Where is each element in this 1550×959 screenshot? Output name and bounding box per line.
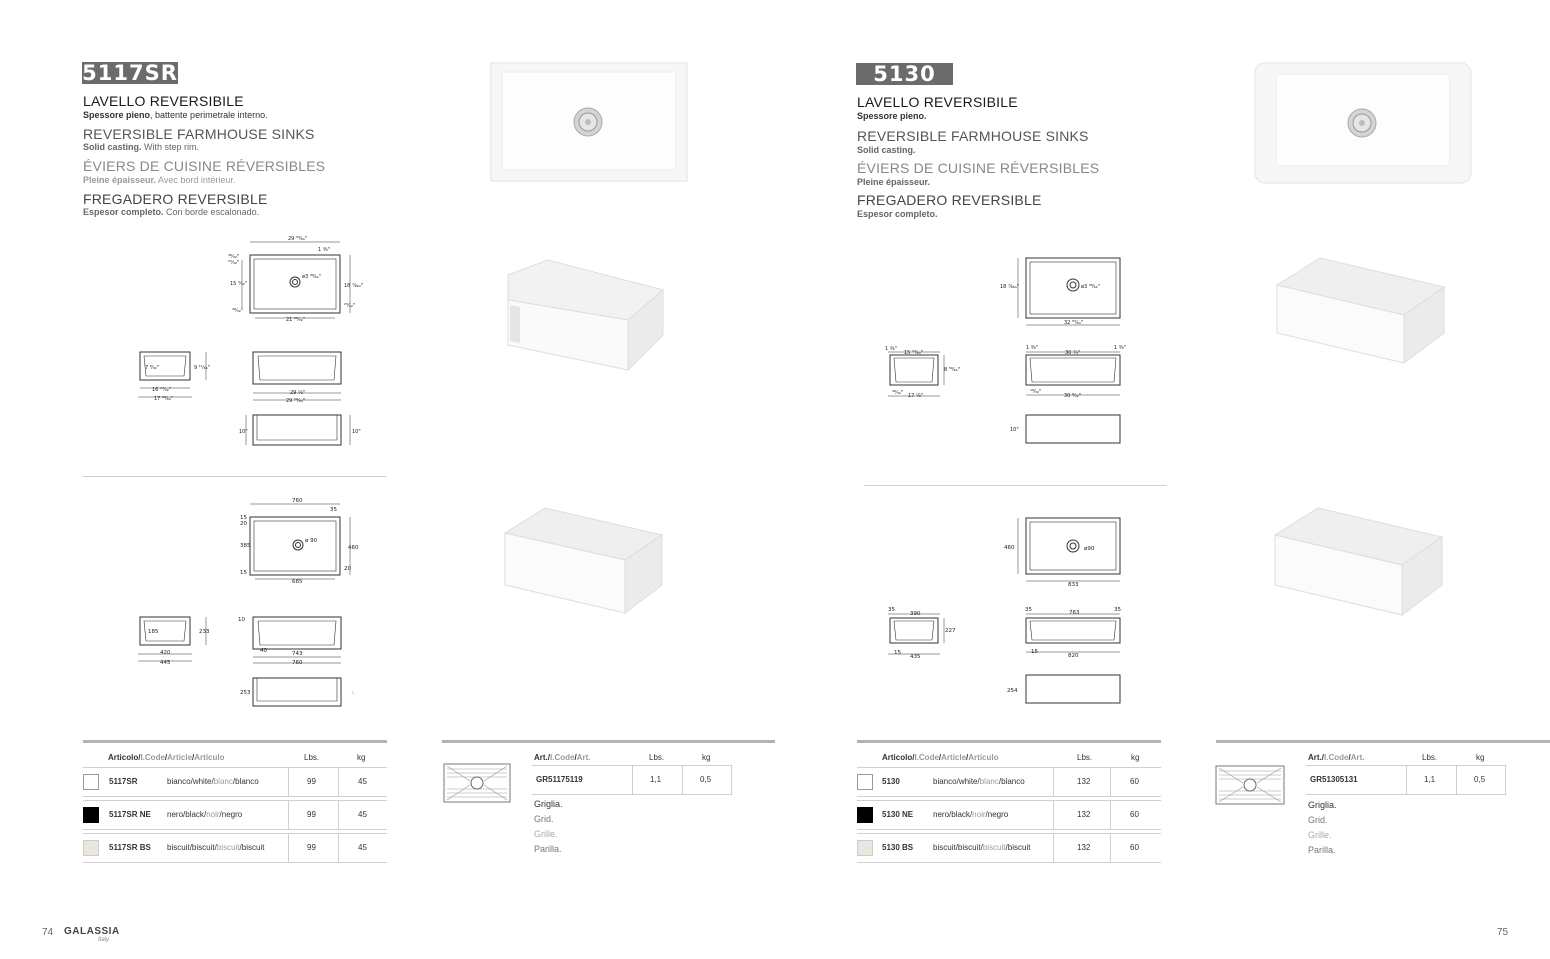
dim-r-front-rim-r: 1 ⅜"	[1114, 345, 1126, 351]
brand-subtitle: Italy	[98, 937, 110, 943]
grid-desc-fr-left: Grille.	[534, 829, 558, 839]
kg-value: 45	[358, 843, 367, 852]
dim-mm-front-step: 40	[260, 648, 267, 654]
dim-mm-r-front-w-top: 763	[1069, 610, 1080, 616]
dim-r-front-w-top: 30 ¾"	[1065, 350, 1081, 356]
table-header-kg-right: kg	[1131, 753, 1140, 762]
kg-value: 60	[1130, 777, 1139, 786]
dim-mm-side-inner: 185	[148, 629, 159, 635]
dim-mm-inner-width: 685	[292, 579, 303, 585]
color-swatch-white	[83, 774, 99, 790]
dim-apron-r: 10"	[352, 429, 361, 435]
dim-mm-r-side-w-top: 390	[910, 611, 921, 617]
dim-inner-width: 21 ²⁵⁄₃₂"	[286, 317, 306, 323]
sink-front-image-right	[1270, 505, 1445, 617]
tech-drawing-mm-left	[120, 495, 400, 715]
color-names: bianco/white/blanc/blanco	[167, 777, 259, 786]
sink-reverse-image-right	[1272, 255, 1447, 365]
color-swatch-biscuit	[857, 840, 873, 856]
col-divider	[1505, 766, 1506, 794]
tech-drawing-mm-right	[880, 510, 1160, 710]
dim-mm-r-front-w-bottom: 820	[1068, 653, 1079, 659]
dim-mm-front-small: 10	[238, 617, 245, 623]
dim-r-height-outer: 18 ⅞₆₄"	[1000, 284, 1020, 290]
dim-r-drain: ø3 ³⁹⁄₆₄"	[1081, 284, 1100, 290]
dim-mm-r-front-rim-r: 35	[1114, 607, 1121, 613]
col-divider	[1053, 834, 1054, 862]
grid-table-row	[1306, 765, 1506, 795]
col-divider	[1053, 768, 1054, 796]
grid-header-lbs-left: Lbs.	[649, 753, 665, 762]
grid-lbs: 1,1	[1424, 775, 1436, 784]
col-divider	[1110, 834, 1111, 862]
title-fr-left: ÉVIERS DE CUISINE RÉVERSIBLES	[83, 158, 326, 174]
article-code: 5130 BS	[882, 843, 914, 852]
dim-r-front-small: ¹⁹⁄₃₂"	[1030, 389, 1042, 395]
color-swatch-biscuit	[83, 840, 99, 856]
table-row	[857, 767, 1161, 797]
dim-mm-height-inner: 385	[240, 543, 251, 549]
col-divider	[632, 766, 633, 794]
title-it-left: LAVELLO REVERSIBILE	[83, 93, 244, 109]
dim-mm-side-w2: 445	[160, 660, 171, 666]
dim-side-w1: 16 ¹⁷⁄₃₂"	[152, 387, 172, 393]
grid-code: GR51175119	[536, 775, 583, 784]
article-code: 5130 NE	[882, 810, 914, 819]
dim-side-inner: 7 ⁹⁄₃₂"	[145, 365, 159, 371]
grid-desc-en-left: Grid.	[534, 814, 554, 824]
dim-mm-r-side-small: 15	[894, 650, 901, 656]
grid-accessory-icon-right	[1215, 765, 1285, 805]
sink-topview-image-right	[1254, 62, 1472, 184]
dim-mm-top-width: 760	[292, 498, 303, 504]
desc-it-right: Spessore pieno.	[857, 111, 927, 121]
dim-mm-r-drain: ø90	[1084, 546, 1095, 552]
col-divider	[338, 834, 339, 862]
dim-r-side-w-top: 15 ²³⁄₆₄"	[904, 350, 924, 356]
desc-fr-left: Pleine épaisseur. Avec bord intérieur.	[83, 175, 236, 185]
desc-es-right: Espesor completo.	[857, 209, 938, 219]
dim-mm-r-side-rim: 35	[888, 607, 895, 613]
grid-lbs: 1,1	[650, 775, 662, 784]
sink-reverse-image-left	[498, 255, 666, 375]
grid-code: GR51305131	[1310, 775, 1358, 784]
grid-topline-right	[1216, 740, 1550, 743]
grid-desc-es-left: Parilla.	[534, 844, 562, 854]
article-code: 5117SR	[109, 777, 138, 786]
dim-mm-height-outer: 460	[348, 545, 359, 551]
table-row	[83, 833, 387, 863]
color-swatch-black	[83, 807, 99, 823]
table-header-article-left: Articolo/I.Code/Article/Artículo	[108, 753, 225, 762]
dim-height-outer: 18 ⅞₆₄"	[344, 283, 364, 289]
grid-desc-it-left: Griglia.	[534, 799, 563, 809]
article-code: 5117SR NE	[109, 810, 151, 819]
col-divider	[1110, 768, 1111, 796]
color-names: nero/black/noir/negro	[167, 810, 243, 819]
col-divider	[731, 766, 732, 794]
col-divider	[288, 834, 289, 862]
table-header-article-right: Articolo/I.Code/Article/Artículo	[882, 753, 999, 762]
desc-it-left: Spessore pieno, battente perimetrale interno.	[83, 110, 268, 120]
title-en-right: REVERSIBLE FARMHOUSE SINKS	[857, 128, 1089, 144]
dim-mm-drain: ø 90	[305, 538, 318, 544]
dim-front-w1: 29 ⅛"	[290, 390, 306, 396]
lbs-value: 132	[1077, 810, 1091, 819]
dim-mm-r-side-height: 227	[945, 628, 956, 634]
dim-mm-bottom-small: 15	[240, 570, 247, 576]
dim-mm-r-front-rim-l: 35	[1025, 607, 1032, 613]
col-divider	[338, 801, 339, 829]
grid-topline-left	[442, 740, 775, 743]
title-en-left: REVERSIBLE FARMHOUSE SINKS	[83, 126, 315, 142]
title-it-right: LAVELLO REVERSIBILE	[857, 94, 1018, 110]
dim-drain: ø3 ³⁹⁄₆₄"	[302, 274, 321, 280]
dim-r-front-rim-l: 1 ⅜"	[1026, 345, 1038, 351]
col-divider	[682, 766, 683, 794]
dim-rim: 1 ⅜"	[318, 247, 330, 253]
col-divider	[288, 801, 289, 829]
col-divider	[1053, 801, 1054, 829]
model-badge-left: 5117SR	[82, 61, 178, 85]
model-badge-right: 5130	[856, 63, 953, 85]
kg-value: 60	[1130, 810, 1139, 819]
lbs-value: 99	[307, 843, 316, 852]
table-header-kg-left: kg	[357, 753, 366, 762]
grid-header-kg-left: kg	[702, 753, 711, 762]
dim-r-side-small: ⁴⁶⁄₃₂"	[892, 390, 904, 396]
dim-mm-left-b: 20	[240, 521, 247, 527]
desc-fr-right: Pleine épaisseur.	[857, 177, 931, 187]
dim-r-side-w-bottom: 17 ⅛"	[908, 393, 924, 399]
dim-mm-r-side-w-bottom: 435	[910, 654, 921, 660]
tech-drawing-inches-right	[880, 250, 1160, 450]
kg-value: 45	[358, 810, 367, 819]
table-topline-left	[83, 740, 387, 743]
section-divider-right	[864, 485, 1167, 486]
dim-r-side-rim: 1 ⅜"	[885, 346, 897, 352]
dim-r-front-w-bottom: 30 ⁹⁄₃₂"	[1064, 393, 1082, 399]
dim-left-a: ⁴⁶⁄₃₂"	[228, 254, 240, 260]
color-swatch-black	[857, 807, 873, 823]
grid-desc-en-right: Grid.	[1308, 815, 1328, 825]
dim-mm-apron-r: :	[352, 690, 354, 696]
lbs-value: 132	[1077, 843, 1091, 852]
dim-mm-r-height-outer: 460	[1004, 545, 1015, 551]
dim-mm-apron-l: 253	[240, 690, 251, 696]
title-es-left: FREGADERO REVERSIBLE	[83, 191, 268, 207]
dim-top-width: 29 ⁵⁹⁄₆₄"	[288, 236, 308, 242]
dim-height-inner: 15 ⁵⁄₃₂"	[230, 281, 248, 287]
sink-topview-image-left	[490, 62, 688, 182]
grid-desc-es-right: Parilla.	[1308, 845, 1336, 855]
dim-bottom-small: ⁴⁶⁄₃₂"	[232, 308, 244, 314]
grid-header-article-right: Art./I.Code/Art.	[1308, 753, 1365, 762]
color-names: biscuit/biscuit/biscuit/biscuit	[167, 843, 265, 852]
dim-mm-r-front-small: 15	[1031, 649, 1038, 655]
table-row	[857, 800, 1161, 830]
dim-right-small: ²⁵⁄₃₂"	[344, 303, 356, 309]
dim-mm-front-w1: 743	[292, 651, 303, 657]
article-code: 5130	[882, 777, 900, 786]
grid-desc-it-right: Griglia.	[1308, 800, 1337, 810]
dim-r-top-width: 32 ⁵⁵⁄₆₄"	[1064, 320, 1084, 326]
dim-mm-side-height: 233	[199, 629, 210, 635]
dim-r-side-height: 8 ⁵⁹⁄₆₄"	[944, 367, 960, 373]
desc-es-left: Espesor completo. Con borde escalonado.	[83, 207, 260, 217]
grid-accessory-icon-left	[443, 763, 511, 803]
dim-side-height: 9 ¹¹⁄₆₄"	[194, 365, 210, 371]
title-es-right: FREGADERO REVERSIBLE	[857, 192, 1042, 208]
grid-header-lbs-right: Lbs.	[1422, 753, 1438, 762]
brand-logo: GALASSIA	[64, 926, 120, 937]
kg-value: 45	[358, 777, 367, 786]
color-names: biscuit/biscuit/biscuit/biscuit	[933, 843, 1031, 852]
table-row	[83, 767, 387, 797]
lbs-value: 99	[307, 810, 316, 819]
grid-header-article-left: Art./I.Code/Art.	[534, 753, 591, 762]
col-divider	[1456, 766, 1457, 794]
grid-kg: 0,5	[1474, 775, 1486, 784]
col-divider	[288, 768, 289, 796]
grid-table-row	[532, 765, 732, 795]
desc-en-right: Solid casting.	[857, 145, 916, 155]
dim-mm-r-apron: 254	[1007, 688, 1018, 694]
dim-mm-front-w2: 760	[292, 660, 303, 666]
col-divider	[1406, 766, 1407, 794]
dim-mm-rim: 35	[330, 507, 337, 513]
table-row	[857, 833, 1161, 863]
dim-front-w2: 29 ⁵⁹⁄₆₄"	[286, 398, 306, 404]
sink-front-image-left	[500, 505, 665, 615]
page-number-left: 74	[42, 927, 54, 938]
dim-mm-r-top-width: 833	[1068, 582, 1079, 588]
dim-r-apron: 10"	[1010, 427, 1019, 433]
col-divider	[1110, 801, 1111, 829]
color-names: bianco/white/blanc/blanco	[933, 777, 1025, 786]
article-code: 5117SR BS	[109, 843, 151, 852]
dim-mm-side-w1: 420	[160, 650, 171, 656]
color-names: nero/black/noir/negro	[933, 810, 1009, 819]
tech-drawing-inches-left	[120, 230, 400, 455]
dim-mm-right-small: 20	[344, 566, 351, 572]
kg-value: 60	[1130, 843, 1139, 852]
table-header-lbs-right: Lbs.	[1077, 753, 1093, 762]
title-fr-right: ÉVIERS DE CUISINE RÉVERSIBLES	[857, 160, 1100, 176]
desc-en-left: Solid casting. With step rim.	[83, 142, 200, 152]
dim-side-w2: 17 ³³⁄₆₄"	[154, 396, 174, 402]
grid-kg: 0,5	[700, 775, 712, 784]
dim-mm-left-a: 15	[240, 515, 247, 521]
table-header-lbs-left: Lbs.	[304, 753, 320, 762]
lbs-value: 99	[307, 777, 316, 786]
table-topline-right	[857, 740, 1161, 743]
table-row	[83, 800, 387, 830]
col-divider	[338, 768, 339, 796]
grid-header-kg-right: kg	[1476, 753, 1485, 762]
page-number-right: 75	[1497, 927, 1509, 938]
lbs-value: 132	[1077, 777, 1091, 786]
section-divider-left	[83, 476, 386, 477]
color-swatch-white	[857, 774, 873, 790]
grid-desc-fr-right: Grille.	[1308, 830, 1332, 840]
dim-left-b: ²⁵⁄₃₂"	[228, 260, 240, 266]
dim-apron-l: 10"	[239, 429, 248, 435]
